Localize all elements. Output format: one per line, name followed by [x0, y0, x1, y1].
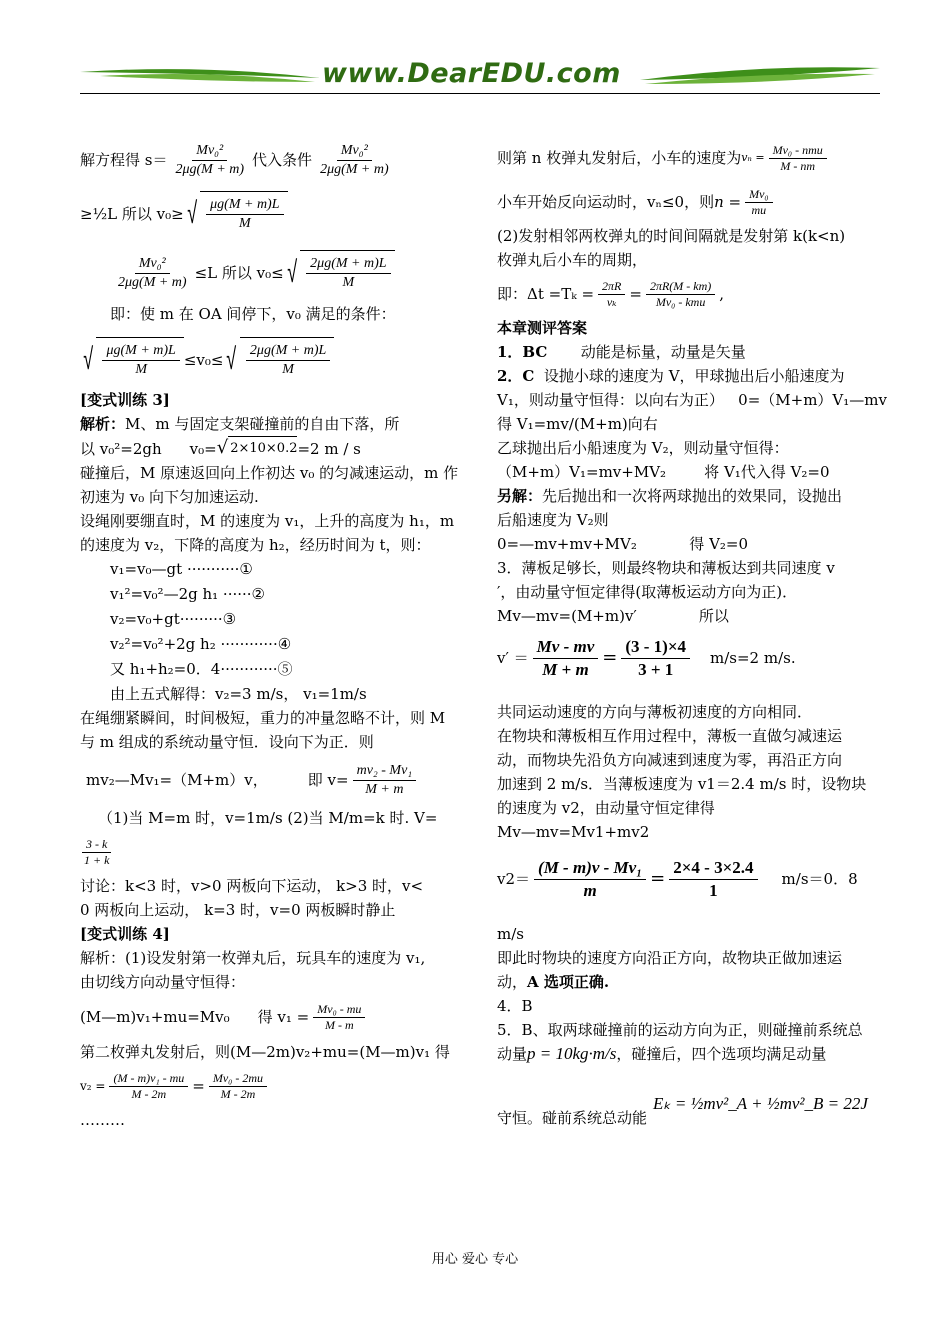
- text-line: m/s: [497, 925, 524, 943]
- text-line: 3．薄板足够长，则最终物块和薄板达到共同速度 v: [497, 559, 835, 577]
- text-line: 第二枚弹丸发射后，则(M—2m)v₂+mu=(M—m)v₁ 得: [80, 1043, 450, 1061]
- text-line: 的速度为 v₂，下降的高度为 h₂，经历时间为 t，则：: [80, 536, 431, 554]
- text: v₂ =: [80, 1079, 106, 1093]
- velocity-line: v′ ＝ $\frac{Mv - mv}{M + m}$ = $\frac{(3 - 1)\times 4}{3 + 1}$ m/s=2 m/s.: [497, 636, 796, 679]
- text: 即 v=: [307, 771, 349, 789]
- text-line: 后船速度为 V₂则: [497, 511, 609, 529]
- solution-line: [80, 136, 468, 184]
- section-heading: [变式训练 4]: [80, 925, 170, 943]
- denominator: M + m: [542, 659, 589, 679]
- fraction: [109, 1071, 188, 1102]
- fraction: [114, 255, 191, 292]
- label: 1．BC: [497, 343, 548, 361]
- denominator: 1 + k: [84, 852, 110, 867]
- denominator: mu: [751, 202, 767, 217]
- denominator: M - nm: [780, 158, 815, 173]
- equation-2: v₁²=v₀²—2g h₁ ······②: [110, 585, 265, 603]
- condition-range: [80, 332, 468, 388]
- fraction: [313, 1002, 365, 1033]
- text-line: [497, 1042, 883, 1066]
- text: 动，: [497, 973, 528, 991]
- text: 动能是标量，动量是矢量: [547, 343, 746, 361]
- text-line: 得 V₁=mv/(M+m)向右: [497, 415, 658, 433]
- text-line: 共同运动速度的方向与薄板初速度的方向相同．: [497, 703, 813, 721]
- condition-line: [80, 184, 468, 244]
- text-line: 由上五式解得：v₂=3 m/s， v₁=1m/s: [110, 685, 367, 703]
- text-line: 加速到 2 m/s．当薄板速度为 v1＝2.4 m/s 时，设物块: [497, 775, 867, 793]
- numerator: (M - m)v₁ - mu: [109, 1071, 188, 1087]
- text: m/s=2 m/s.: [710, 649, 796, 667]
- text: 小车开始反向运动时，vₙ≤0，则: [497, 193, 715, 211]
- text-line: 乙球抛出后小船速度为 V₂，则动量守恒得：: [497, 439, 789, 457]
- fraction: [534, 857, 646, 902]
- text: 动量: [497, 1045, 528, 1063]
- text-line: 与 m 组成的系统动量守恒．设向下为正．则: [80, 733, 374, 751]
- answer-5: 5．B、取两球碰撞前的运动方向为正，则碰撞前系统总: [497, 1021, 863, 1039]
- numerator: μg(M + m)L: [102, 342, 179, 361]
- text: ≥½L 所以 v₀≥: [80, 205, 184, 223]
- answer-2: [497, 364, 883, 388]
- fraction: [769, 143, 827, 174]
- section-heading: 本章测评答案: [497, 319, 588, 337]
- denominator: M: [135, 362, 147, 377]
- momentum-line: v₂ = $\frac{\text{(M - m)v₁ - mu}}{M - 2m}$ = $\frac{\text{Mv₀ - 2mu}}{M - 2m}$: [80, 1064, 468, 1108]
- text-line: 讨论：k<3 时，v>0 两板向下运动， k>3 时，v<: [80, 877, 424, 895]
- text: ，碰撞后，四个选项均满足动量: [616, 1045, 827, 1063]
- site-logo: www.DearEDU.com: [322, 58, 621, 89]
- text-line: [497, 484, 883, 508]
- text-line: [80, 436, 468, 461]
- denominator: Mv₀ - kmu: [655, 294, 706, 309]
- section-heading: [变式训练 3]: [80, 391, 170, 409]
- fraction: [669, 857, 757, 902]
- text: ≤v₀≤: [183, 351, 224, 369]
- numerator: Mv₀²: [337, 142, 372, 161]
- denominator: M: [342, 275, 355, 290]
- text-line: （M+m）V₁=mv+MV₂ 将 V₁代入得 V₂=0: [497, 463, 830, 481]
- fraction: [316, 142, 393, 179]
- sqrt: √ $\frac{2\mu g(M + m)L}{M}$: [223, 337, 334, 383]
- numerator: Mv₀ - nmu: [769, 143, 827, 159]
- fraction-line: [80, 830, 468, 874]
- denominator: 2μg(M + m): [175, 161, 245, 177]
- denominator: M: [282, 362, 294, 377]
- momentum-line: [80, 754, 468, 806]
- fraction: [621, 636, 690, 681]
- sqrt: √ $\frac{\mu g(M + m)L}{M}$: [184, 191, 288, 237]
- fraction: [646, 279, 715, 310]
- numerator: 2πR(M - km): [646, 279, 715, 295]
- text: 以 v₀²=2gh: [80, 439, 162, 458]
- denominator: m: [583, 880, 597, 900]
- denominator: M - 2m: [131, 1086, 167, 1101]
- text-line: (2)发射相邻两枚弹丸的时间间隔就是发射第 k(k<n): [497, 227, 846, 245]
- text: 得 v₁ =: [257, 1008, 310, 1026]
- velocity-line-2: v2＝ $\frac{\text{(M - m)v - Mv₁}}{m}$ = $\frac{2\times 4 - 3\times 2.4}{1}$ m/s＝0．8: [497, 857, 858, 900]
- text: 设抛小球的速度为 V，甲球抛出后小船速度为: [534, 367, 845, 385]
- text: 代入条件: [252, 151, 313, 169]
- numerator: (M - m)v - Mv₁: [534, 857, 646, 880]
- page-footer: 用心 爱心 专心: [431, 1252, 519, 1267]
- numerator: 2×4 - 3×2.4: [669, 857, 757, 880]
- sqrt: √ 2×10×0.2: [217, 436, 298, 461]
- text-line: 碰撞后，M 原速返回向上作初达 v₀ 的匀减速运动，m 作: [80, 464, 459, 482]
- label: 另解：: [497, 487, 543, 505]
- text-line: V₁，则动量守恒得：以向右为正） 0=（M+m）V₁—mv: [497, 391, 887, 409]
- equation-5: 又 h₁+h₂=0．4············⑤: [110, 660, 293, 678]
- text: mv₂—Mv₁=（M+m）v，: [86, 771, 268, 789]
- text-line: 在物块和薄板相互作用过程中，薄板一直做匀减速运: [497, 727, 843, 745]
- text: n =: [714, 193, 742, 211]
- label: 2．C: [497, 367, 535, 385]
- numerator: 3 - k: [82, 837, 111, 853]
- radicand: 2×10×0.2: [228, 436, 297, 461]
- denominator: M + m: [365, 781, 404, 797]
- numerator: 2μg(M + m)L: [246, 342, 330, 361]
- text-line: （1)当 M=m 时，v=1m/s (2)当 M/m=k 时. V=: [98, 809, 438, 827]
- condition-line-2: [80, 244, 468, 302]
- sqrt: √ $\frac{\mu g(M + m)L}{M}$: [80, 337, 184, 383]
- text-line: 初速为 v₀ 向下匀加速运动.: [80, 488, 259, 506]
- text-line: 枚弹丸后小车的周期，: [497, 251, 648, 269]
- numerator: Mv₀ - mu: [313, 1002, 365, 1018]
- momentum-line: [80, 994, 468, 1040]
- text-line: Mv—mv=(M+m)v′ 所以: [497, 607, 729, 625]
- text-line: [497, 136, 883, 180]
- fraction: [246, 342, 330, 379]
- denominator: M: [238, 216, 251, 231]
- formula: p = 10kg·m/s: [527, 1044, 617, 1063]
- denominator: M - m: [324, 1017, 354, 1032]
- answer-emphasis: A 选项正确.: [527, 973, 610, 991]
- text: ≤L 所以 v₀≤: [194, 264, 284, 282]
- fraction: [533, 636, 599, 681]
- text-line: 动，而物块先沿负方向减速到速度为零，再沿正方向: [497, 751, 843, 769]
- denominator: vₖ: [606, 294, 617, 309]
- right-column: [497, 136, 887, 1130]
- fraction: [206, 196, 283, 233]
- numerator: Mv₀²: [135, 255, 170, 274]
- fraction: [209, 1071, 267, 1102]
- numerator: 2μg(M + m)L: [306, 255, 390, 274]
- text: vₙ =: [741, 151, 765, 164]
- text-line: 在绳绷紧瞬间，时间极短，重力的冲量忽略不计，则 M: [80, 709, 446, 727]
- text: m/s＝0．8: [781, 870, 858, 888]
- text: 解方程得 s＝: [80, 151, 168, 169]
- text: v₀=: [189, 439, 217, 458]
- label: 解析：: [80, 415, 126, 433]
- text: v2＝: [497, 870, 531, 888]
- text: 先后抛出和一次将两球抛出的效果同，设抛出: [542, 487, 843, 505]
- answer-4: 4．B: [497, 997, 533, 1015]
- equation-3: v₂=v₀+gt·········③: [110, 610, 237, 628]
- fraction: [745, 187, 773, 218]
- fraction: [306, 255, 390, 292]
- numerator: (3 - 1)×4: [621, 636, 690, 659]
- text: 则第 n 枚弹丸发射后，小车的速度为: [497, 149, 742, 167]
- fraction: [353, 762, 417, 799]
- numerator: Mv₀ - 2mu: [209, 1071, 267, 1087]
- numerator: Mv - mv: [533, 636, 599, 659]
- text-line: [80, 412, 468, 436]
- numerator: Mv₀²: [192, 142, 227, 161]
- equation-4: v₂²=v₀²+2g h₂ ············④: [110, 635, 292, 653]
- formula: Eₖ = ½mv²_A + ½mv²_B = 22J: [653, 1094, 868, 1113]
- text-line: [497, 970, 883, 994]
- sqrt: √ $\frac{2\mu g(M + m)L}{M}$: [284, 250, 395, 296]
- denominator: 2μg(M + m): [320, 161, 389, 177]
- denominator: 1: [709, 880, 718, 900]
- period-line: 即：Δt =Tₖ = $\frac{2\pi R}{\text{vₖ}}$ = $\frac{2\pi R(M - km)}{\text{Mv₀ - kmu}}$ ,: [497, 278, 725, 309]
- text-line: 设绳刚要绷直时，M 的速度为 v₁，上升的高度为 h₁，m: [80, 512, 455, 530]
- text: 守恒。碰前系统总动能: [497, 1109, 648, 1127]
- text-line: Mv—mv=Mv1+mv2: [497, 823, 650, 841]
- text-line: 解析：(1)设发射第一枚弹丸后，玩具车的速度为 v₁,: [80, 949, 426, 967]
- text-line: 的速度为 v2，由动量守恒定律得: [497, 799, 715, 817]
- fraction: [80, 837, 113, 868]
- text-line: 0 两板向上运动， k=3 时，v=0 两板瞬时静止: [80, 901, 396, 919]
- denominator: 2μg(M + m): [118, 274, 187, 290]
- text-line: 由切线方向动量守恒得：: [80, 973, 246, 991]
- ellipsis: ………: [80, 1111, 125, 1129]
- header-rule: [80, 93, 880, 94]
- text-line: ′，由动量守恒定律得(取薄板运动方向为正)．: [497, 583, 798, 601]
- text: (M—m)v₁+mu=Mv₀: [80, 1008, 230, 1026]
- text-line: 即此时物块的速度方向沿正方向，故物块正做加速运: [497, 949, 843, 967]
- numerator: mv₂ - Mv₁: [353, 762, 417, 781]
- left-column: [80, 136, 468, 1132]
- text: M、m 与固定支架碰撞前的自由下落，所: [125, 415, 400, 433]
- fraction: [171, 142, 248, 179]
- fraction: [102, 342, 179, 379]
- denominator: 3 + 1: [638, 659, 674, 679]
- text-line: [497, 180, 883, 224]
- answer-1: [497, 340, 883, 364]
- fraction: [598, 279, 625, 310]
- text-line: 0=—mv+mv+MV₂ 得 V₂=0: [497, 535, 749, 553]
- numerator: 2πR: [598, 279, 625, 295]
- numerator: Mv₀: [745, 187, 773, 203]
- text-line: [497, 1066, 883, 1130]
- text: =2 m / s: [297, 439, 361, 458]
- text-line: 即：使 m 在 OA 间停下，v₀ 满足的条件：: [110, 305, 396, 323]
- text: 即：Δt =Tₖ =: [497, 285, 595, 303]
- equation-1: v₁=v₀—gt ···········①: [110, 560, 253, 578]
- numerator: μg(M + m)L: [206, 196, 283, 215]
- text: v′ ＝: [497, 649, 529, 667]
- denominator: M - 2m: [220, 1086, 256, 1101]
